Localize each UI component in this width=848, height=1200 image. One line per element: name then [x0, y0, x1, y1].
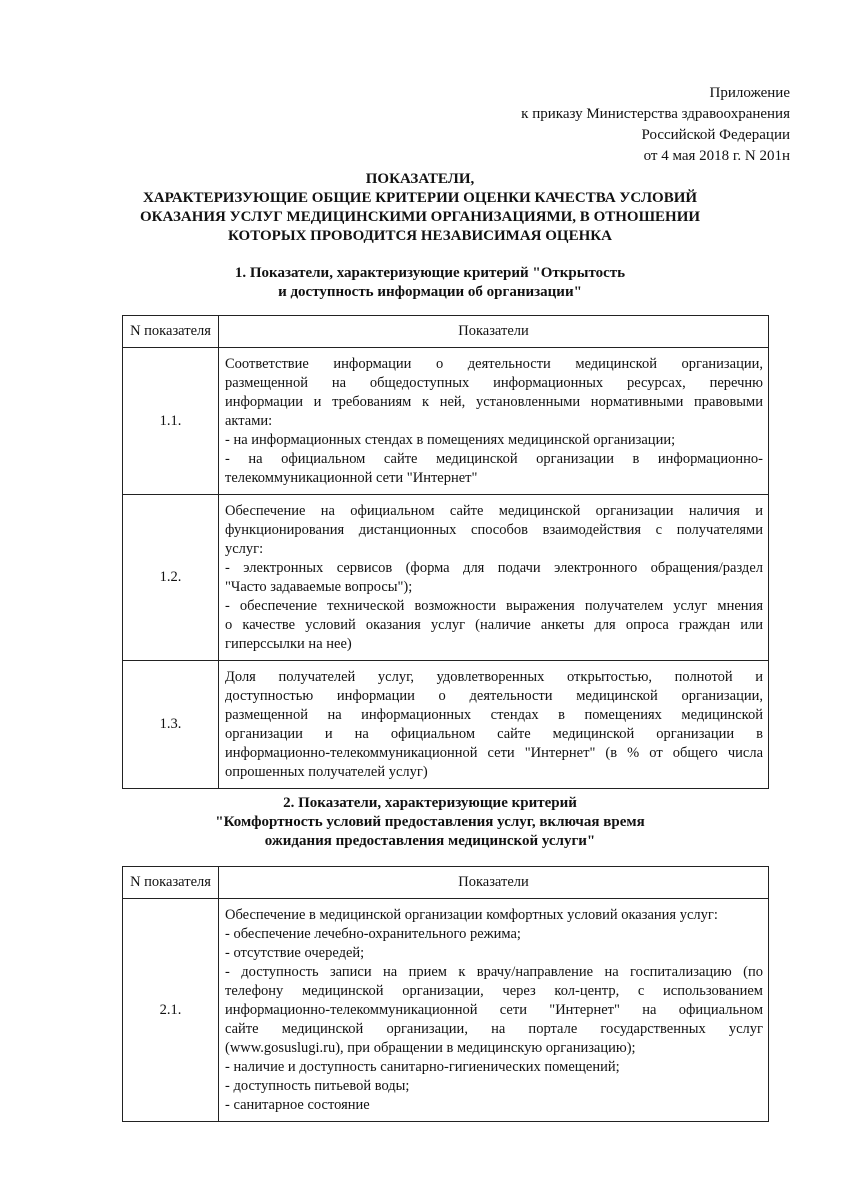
document-title: [120, 170, 720, 246]
section-2-title: [120, 794, 740, 851]
text-line: услуг:: [225, 541, 264, 557]
annex-block: [521, 83, 790, 167]
row-number: 2.1.: [123, 899, 219, 1122]
text-line: информационно-телекоммуникационной сети "Интернет" на официальном: [225, 1002, 763, 1018]
text-line: - санитарное состояние: [225, 1097, 370, 1113]
text-line: сайте медицинской организации, на портале государственных услуг: [225, 1021, 763, 1037]
section-2-table: [122, 866, 769, 1122]
text-line: функционирования дистанционных способов взаимодействия с получателями: [225, 522, 763, 538]
text-line: (www.gosuslugi.ru), при обращении в медицинскую организацию);: [225, 1040, 636, 1056]
row-number: 1.1.: [123, 348, 219, 495]
table-row: [123, 661, 769, 789]
text-line: Соответствие информации о деятельности медицинской организации,: [225, 356, 763, 372]
title-line: ОКАЗАНИЯ УСЛУГ МЕДИЦИНСКИМИ ОРГАНИЗАЦИЯМИ, В ОТНОШЕНИИ: [139, 209, 701, 225]
section-title-line: "Комфортность условий предоставления услуг, включая время: [215, 814, 645, 830]
section-title-line: и доступность информации об организации": [278, 284, 582, 300]
text-line: организации и на официальном сайте медицинской организации в: [225, 726, 763, 742]
title-line: КОТОРЫХ ПРОВОДИТСЯ НЕЗАВИСИМАЯ ОЦЕНКА: [228, 228, 612, 244]
row-description: [219, 348, 769, 495]
header-desc: Показатели: [219, 867, 769, 899]
header-num: N показателя: [123, 316, 219, 348]
header-num: N показателя: [123, 867, 219, 899]
text-line: - обеспечение технической возможности выражения получателем услуг мнения: [225, 598, 763, 614]
annex-line: к приказу Министерства здравоохранения: [521, 106, 790, 122]
text-line: - доступность питьевой воды;: [225, 1078, 410, 1094]
section-title-line: 2. Показатели, характеризующие критерий: [283, 795, 577, 811]
text-line: - отсутствие очередей;: [225, 945, 365, 961]
text-line: о качестве условий оказания услуг (наличие анкеты для опроса граждан или: [225, 617, 763, 633]
row-number: 1.2.: [123, 495, 219, 661]
table-row: [123, 348, 769, 495]
annex-line: от 4 мая 2018 г. N 201н: [643, 148, 790, 164]
text-line: размещенной на информационных стендах в помещениях медицинской: [225, 707, 763, 723]
text-line: телефону медицинской организации, через кол-центр, с использованием: [225, 983, 763, 999]
annex-line: Российской Федерации: [641, 127, 790, 143]
header-desc: Показатели: [219, 316, 769, 348]
text-line: Доля получателей услуг, удовлетворенных открытостью, полнотой и: [225, 669, 763, 685]
text-line: гиперссылки на нее): [225, 636, 352, 652]
row-description: [219, 899, 769, 1122]
text-line: доступностью информации о деятельности медицинской организации,: [225, 688, 763, 704]
title-line: ПОКАЗАТЕЛИ,: [365, 171, 475, 187]
text-line: опрошенных получателей услуг): [225, 764, 428, 780]
text-line: "Часто задаваемые вопросы");: [225, 579, 413, 595]
table-row: [123, 899, 769, 1122]
section-title-line: 1. Показатели, характеризующие критерий "Открытость: [234, 265, 626, 281]
table-row: [123, 495, 769, 661]
section-title-line: ожидания предоставления медицинской услуги": [264, 833, 596, 849]
text-line: - на официальном сайте медицинской организации в информационно-: [225, 451, 763, 467]
annex-line: Приложение: [709, 85, 790, 101]
text-line: актами:: [225, 413, 273, 429]
title-line: ХАРАКТЕРИЗУЮЩИЕ ОБЩИЕ КРИТЕРИИ ОЦЕНКИ КАЧЕСТВА УСЛОВИЙ: [142, 190, 698, 206]
row-number: 1.3.: [123, 661, 219, 789]
text-line: телекоммуникационной сети "Интернет": [225, 470, 478, 486]
text-line: - доступность записи на прием к врачу/направление на госпитализацию (по: [225, 964, 763, 980]
text-line: - электронных сервисов (форма для подачи электронного обращения/раздел: [225, 560, 763, 576]
section-1-title: [120, 264, 740, 302]
text-line: - наличие и доступность санитарно-гигиенических помещений;: [225, 1059, 620, 1075]
text-line: Обеспечение на официальном сайте медицинской организации наличия и: [225, 503, 763, 519]
section-1-table: [122, 315, 769, 789]
text-line: информационно-телекоммуникационной сети "Интернет" (в % от общего числа: [225, 745, 763, 761]
text-line: размещенной на общедоступных информационных ресурсах, перечню: [225, 375, 763, 391]
text-line: - на информационных стендах в помещениях медицинской организации;: [225, 432, 676, 448]
table-header-row: [123, 316, 769, 348]
row-description: [219, 495, 769, 661]
table-header-row: [123, 867, 769, 899]
text-line: - обеспечение лечебно-охранительного режима;: [225, 926, 521, 942]
text-line: Обеспечение в медицинской организации комфортных условий оказания услуг:: [225, 907, 718, 923]
text-line: информации и требованиям к ней, установленными нормативными правовыми: [225, 394, 763, 410]
row-description: [219, 661, 769, 789]
